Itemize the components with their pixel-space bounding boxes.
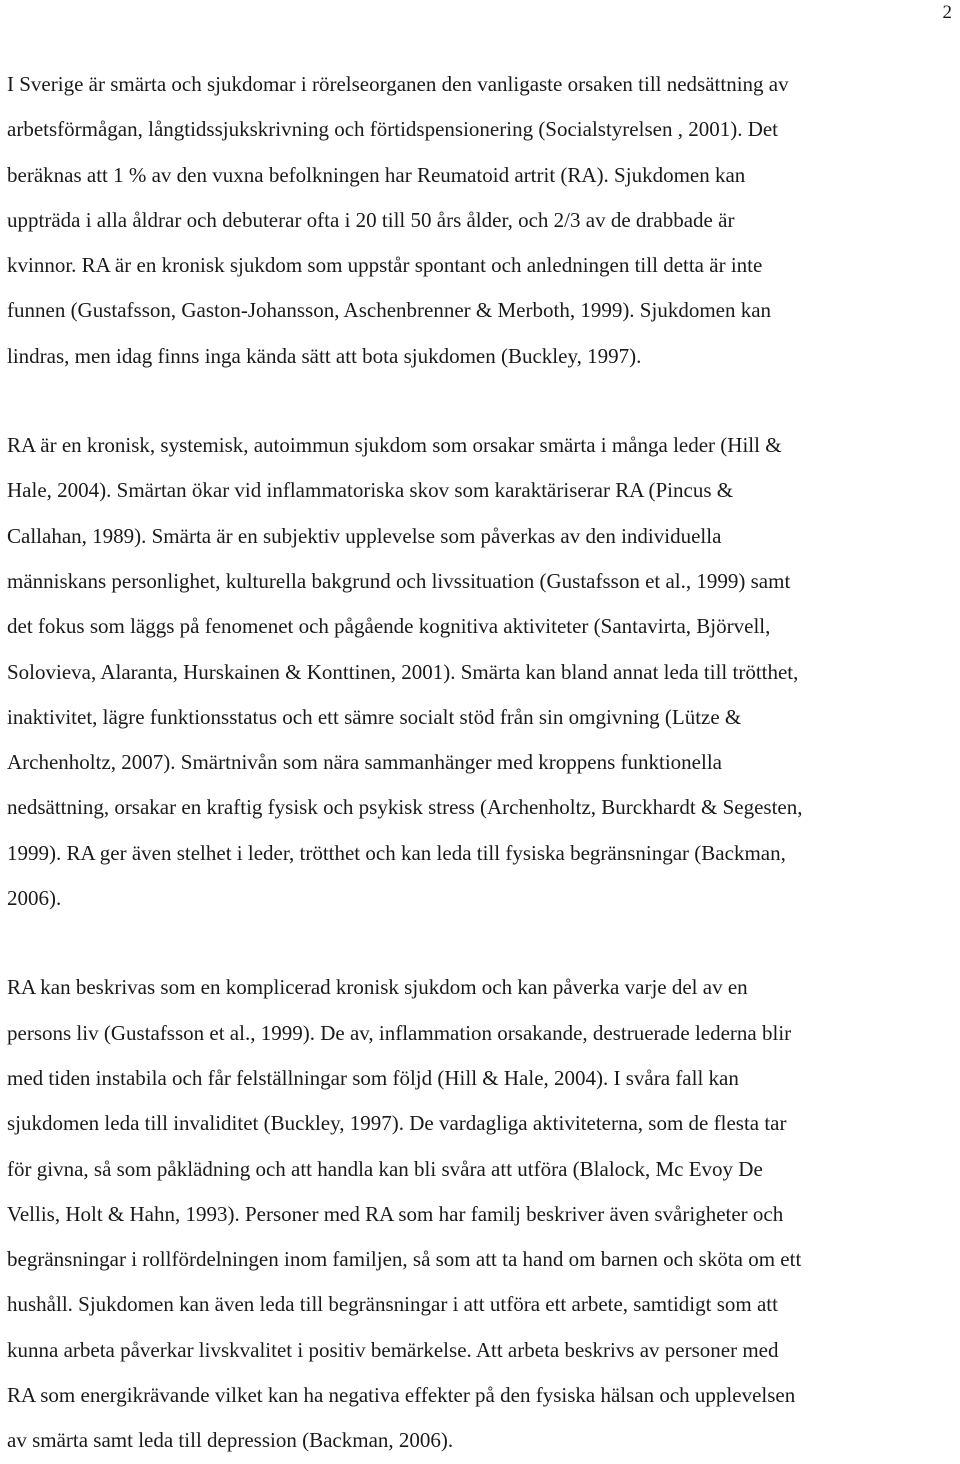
paragraph bbox=[7, 62, 951, 379]
text-line: Callahan, 1989). Smärta är en subjektiv upplevelse som påverkas av den individuella bbox=[7, 523, 722, 548]
text-line: arbetsförmågan, långtidssjukskrivning och förtidspensionering (Socialstyrelsen , 2001). Det bbox=[7, 117, 779, 142]
text-line: I Sverige är smärta och sjukdomar i rörelseorganen den vanligaste orsaken till nedsättning av bbox=[7, 72, 789, 96]
text-line: lindras, men idag finns inga kända sätt att bota sjukdomen (Buckley, 1997). bbox=[7, 343, 642, 368]
text-line: RA som energikrävande vilket kan ha negativa effekter på den fysiska hälsan och upplevelsen bbox=[7, 1383, 796, 1408]
text-line: beräknas att 1 % av den vuxna befolkningen har Reumatoid artrit (RA). Sjukdomen kan bbox=[7, 162, 746, 187]
text-line: 2006). bbox=[7, 886, 62, 911]
text-line: RA är en kronisk, systemisk, autoimmun sjukdom som orsakar smärta i många leder (Hill & bbox=[7, 433, 782, 458]
text-line: hushåll. Sjukdomen kan även leda till begränsningar i att utföra ett arbete, samtidigt som att bbox=[7, 1292, 778, 1317]
text-line: Archenholtz, 2007). Smärtnivån som nära sammanhänger med kroppens funktionella bbox=[7, 750, 722, 775]
text-line: nedsättning, orsakar en kraftig fysisk och psykisk stress (Archenholtz, Burckhardt & Segesten, bbox=[7, 795, 803, 820]
text-line: RA kan beskrivas som en komplicerad kronisk sjukdom och kan påverka varje del av en bbox=[7, 975, 748, 1000]
page-number: 2 bbox=[942, 2, 952, 23]
text-line: det fokus som läggs på fenomenet och pågående kognitiva aktiviteter (Santavirta, Björvell, bbox=[7, 614, 771, 639]
text-line: 1999). RA ger även stelhet i leder, trötthet och kan leda till fysiska begränsningar (Backman, bbox=[7, 840, 786, 865]
text-line: med tiden instabila och får felställningar som följd (Hill & Hale, 2004). I svåra fall kan bbox=[7, 1065, 739, 1090]
text-line: människans personlighet, kulturella bakgrund och livssituation (Gustafsson et al., 1999) samt bbox=[7, 568, 791, 593]
paragraph bbox=[7, 965, 951, 1463]
paragraph bbox=[7, 423, 951, 921]
document-body bbox=[7, 62, 951, 1464]
text-line: sjukdomen leda till invaliditet (Buckley, 1997). De vardagliga aktiviteterna, som de flesta tar bbox=[7, 1111, 787, 1136]
text-line: kvinnor. RA är en kronisk sjukdom som uppstår spontant och anledningen till detta är inte bbox=[7, 253, 763, 278]
text-line: kunna arbeta påverkar livskvalitet i positiv bemärkelse. Att arbeta beskrivs av personer med bbox=[7, 1337, 779, 1362]
text-line: uppträda i alla åldrar och debuterar ofta i 20 till 50 års ålder, och 2/3 av de drabbade är bbox=[7, 207, 735, 232]
text-line: Vellis, Holt & Hahn, 1993). Personer med RA som har familj beskriver även svårigheter och bbox=[7, 1201, 784, 1226]
text-line: för givna, så som påklädning och att handla kan bli svåra att utföra (Blalock, Mc Evoy De bbox=[7, 1156, 763, 1181]
text-line: begränsningar i rollfördelningen inom familjen, så som att ta hand om barnen och sköta om ett bbox=[7, 1247, 802, 1272]
text-line: inaktivitet, lägre funktionsstatus och ett sämre socialt stöd från sin omgivning (Lütze & bbox=[7, 704, 742, 729]
text-line: persons liv (Gustafsson et al., 1999). De av, inflammation orsakande, destruerade lederna blir bbox=[7, 1020, 792, 1045]
text-line: av smärta samt leda till depression (Backman, 2006). bbox=[7, 1428, 454, 1453]
text-line: funnen (Gustafsson, Gaston-Johansson, Aschenbrenner & Merboth, 1999). Sjukdomen kan bbox=[7, 298, 772, 323]
text-line: Hale, 2004). Smärtan ökar vid inflammatoriska skov som karaktäriserar RA (Pincus & bbox=[7, 478, 734, 503]
text-line: Solovieva, Alaranta, Hurskainen & Konttinen, 2001). Smärta kan bland annat leda till trötthet, bbox=[7, 659, 799, 684]
